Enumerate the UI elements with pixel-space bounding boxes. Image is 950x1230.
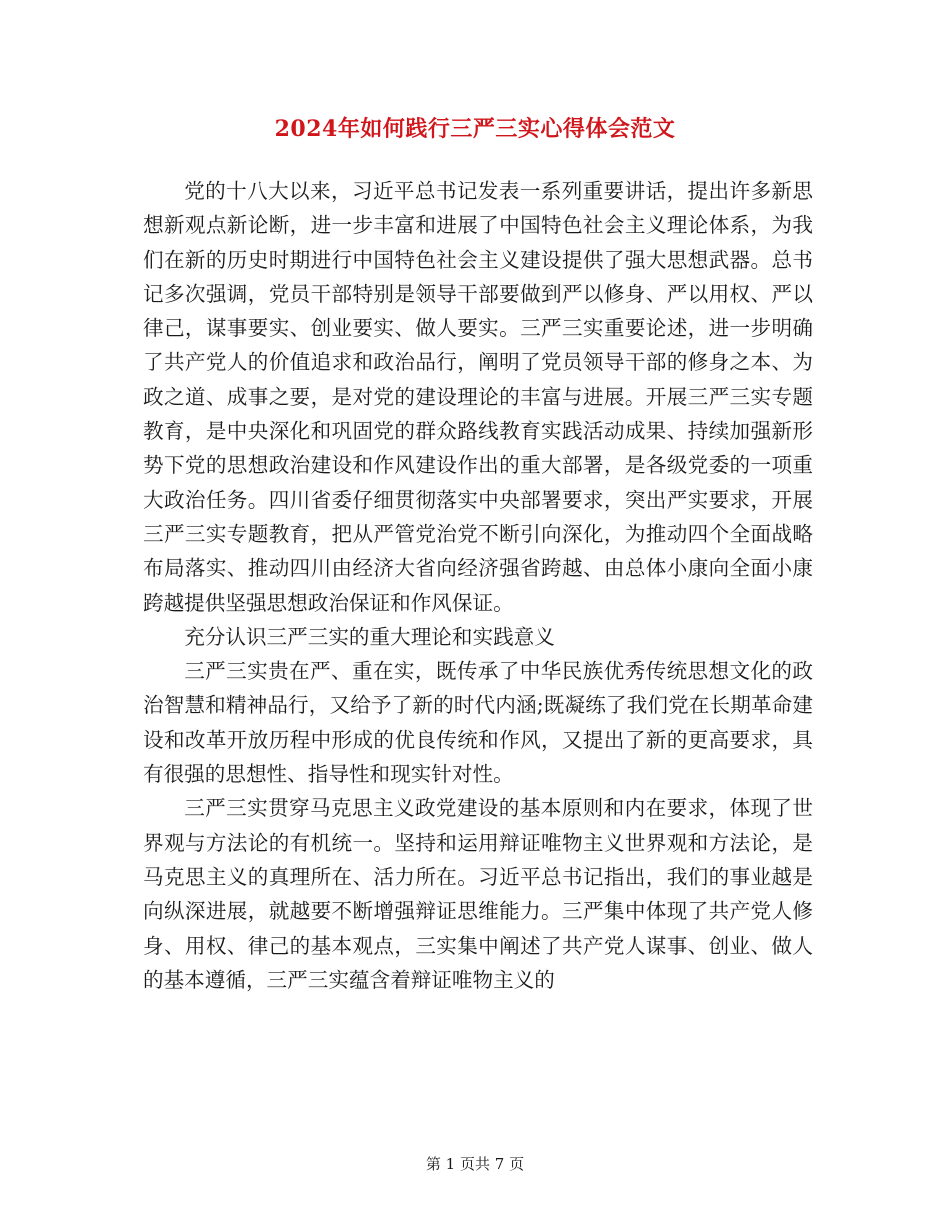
document-body xyxy=(143,174,813,997)
section-heading: 充分认识三严三实的重大理论和实践意义 xyxy=(184,624,555,649)
paragraph-intro: 党的十八大以来，习近平总书记发表一系列重要讲话，提出许多新思想新观点新论断，进一步丰富和进展了中国特色社会主义理论体系，为我们在新的历史时期进行中国特色社会主义建设提供了强大思想武器。总书记多次强调，党员干部特别是领导干部要做到严以修身、严以用权、严以律己，谋事要实、创业要实、做人要实。三严三实重要论述，进一步明确了共产党人的价值追求和政治品行，阐明了党员领导干部的修身之本、为政之道、成事之要，是对党的建设理论的丰富与进展。开展三严三实专题教育，是中央深化和巩固党的群众路线教育实践活动成果、持续加强新形势下党的思想政治建设和作风建设作出的重大部署，是各级党委的一项重大政治任务。四川省委仔细贯彻落实中央部署要求，突出严实要求，开展三严三实专题教育，把从严管党治党不断引向深化，为推动四个全面战略布局落实、推动四川由经济大省向经济强省跨越、由总体小康向全面小康跨越提供坚强思想政治保证和作风保证。 xyxy=(143,179,813,615)
document-title: 2024年如何践行三严三实心得体会范文 xyxy=(274,116,676,142)
page-number-footer: 第 1 页共 7 页 xyxy=(425,1155,525,1173)
paragraph-marxism: 三严三实贯穿马克思主义政党建设的基本原则和内在要求，体现了世界观与方法论的有机统一。坚持和运用辩证唯物主义世界观和方法论，是马克思主义的真理所在、活力所在。习近平总书记指出，我们的事业越是向纵深进展，就越要不断增强辩证思维能力。三严集中体现了共产党人修身、用权、律己的基本观点，三实集中阐述了共产党人谋事、创业、做人的基本遵循，三严三实蕴含着辩证唯物主义的 xyxy=(143,796,813,992)
paragraph-significance: 三严三实贵在严、重在实，既传承了中华民族优秀传统思想文化的政治智慧和精神品行，又给予了新的时代内涵;既凝练了我们党在长期革命建设和改革开放历程中形成的优良传统和作风，又提出了新的更高要求，具有很强的思想性、指导性和现实针对性。 xyxy=(143,659,813,787)
